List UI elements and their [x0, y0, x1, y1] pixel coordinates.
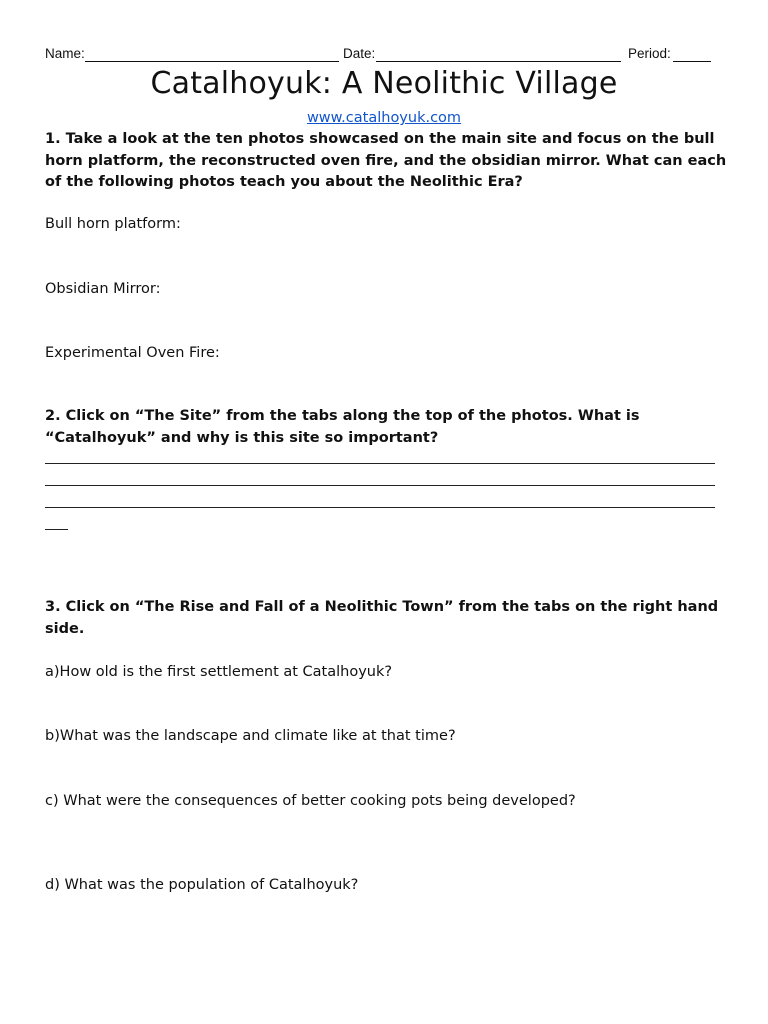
bull-horn-platform-prompt: Bull horn platform: — [45, 216, 181, 232]
page-title: Catalhoyuk: A Neolithic Village — [150, 66, 618, 101]
answer-line[interactable] — [45, 463, 715, 464]
obsidian-mirror-prompt: Obsidian Mirror: — [45, 281, 161, 297]
date-label: Date: — [343, 46, 376, 61]
website-link[interactable]: www.catalhoyuk.com — [306, 110, 462, 126]
question-2-text: 2. Click on “The Site” from the tabs along the top of the photos. What is “Catalhoyuk” and why is this site so important? — [45, 408, 640, 446]
name-blank-line[interactable] — [85, 46, 339, 62]
date-blank-line[interactable] — [376, 46, 621, 62]
period-blank-line[interactable] — [673, 46, 711, 62]
question-3c-prompt: c) What were the consequences of better cooking pots being developed? — [45, 793, 576, 809]
question-3d-prompt: d) What was the population of Catalhoyuk? — [45, 877, 359, 893]
question-3b-prompt: b)What was the landscape and climate like at that time? — [45, 728, 456, 744]
question-1-text: 1. Take a look at the ten photos showcased on the main site and focus on the bull horn platform, the reconstructed oven fire, and the obsidian mirror. What can each of the following photos teach you about the Neolithic Era? — [45, 131, 727, 190]
answer-line-end[interactable] — [45, 529, 68, 530]
answer-line[interactable] — [45, 485, 715, 486]
answer-line[interactable] — [45, 507, 715, 508]
oven-fire-prompt: Experimental Oven Fire: — [45, 345, 220, 361]
question-3-text: 3. Click on “The Rise and Fall of a Neolithic Town” from the tabs on the right hand side. — [45, 599, 719, 637]
question-3a-prompt: a)How old is the first settlement at Catalhoyuk? — [45, 664, 393, 680]
name-label: Name: — [45, 46, 85, 61]
period-label: Period: — [628, 46, 671, 61]
